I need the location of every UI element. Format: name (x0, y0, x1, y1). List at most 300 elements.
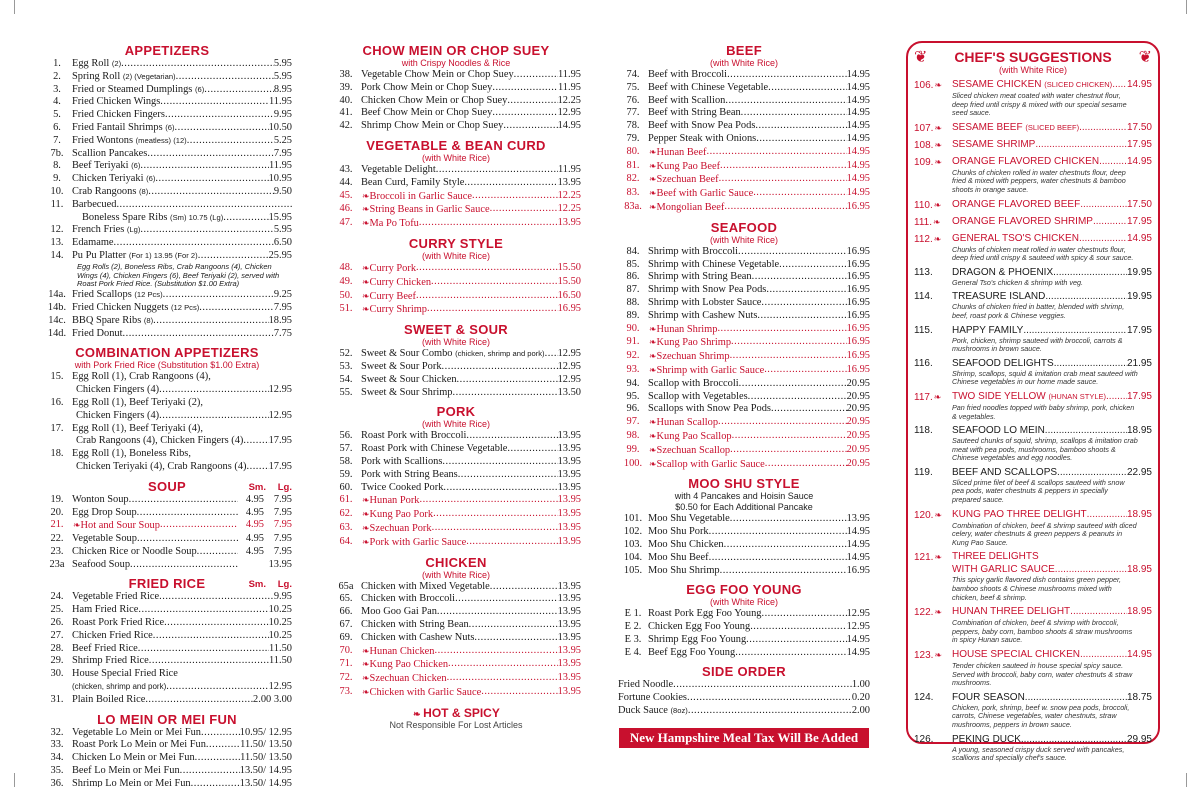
item-name (361, 619, 469, 632)
item-name (361, 430, 466, 443)
leader-dots (149, 655, 269, 668)
item-name-text: Beef with Garlic Sauce (656, 188, 754, 200)
item-name (648, 187, 753, 201)
item-number: 78. (626, 120, 640, 132)
leader-dots (709, 552, 847, 565)
item-name (361, 107, 492, 120)
item-price: 13.95 (557, 481, 581, 493)
leader-dots (738, 246, 847, 259)
item-name (72, 160, 140, 173)
chili-pepper-icon: ❧ (934, 122, 943, 133)
item-name (72, 765, 180, 778)
menu-item (42, 694, 292, 707)
item-name (72, 494, 129, 507)
menu-item (42, 199, 292, 212)
item-price: 16.95 (846, 309, 870, 321)
item-name-text: Moo Goo Gai Pan (361, 606, 437, 618)
leader-dots (717, 323, 846, 337)
lost-articles-note: Not Responsible For Lost Articles (389, 719, 523, 730)
item-name (648, 416, 718, 430)
item-number: 23a (49, 558, 65, 570)
leader-dots (138, 604, 268, 617)
chili-pepper-icon: ❧ (362, 304, 370, 315)
leader-dots (757, 310, 846, 323)
item-price: 12.25 (557, 94, 581, 106)
leader-dots (432, 522, 558, 536)
leader-dots (503, 120, 557, 133)
item-name-text: Szechuan Chicken (369, 673, 447, 685)
soup-title (42, 479, 292, 494)
item-description: General Tso's chicken & shrimp with veg. (952, 277, 1083, 287)
item-price: 12.95 (557, 107, 581, 119)
item-price: 17.95 (1126, 324, 1152, 336)
item-number: 91. (626, 336, 640, 348)
item-description: Shrimp, scallops, squid & imitation crab meat sauteed with Chinese vegetables in our home made sauce. (952, 368, 1138, 387)
item-name (952, 551, 1039, 564)
item-name-text: Vegetable Fried Rice (72, 591, 160, 603)
item-price: 20.95 (846, 377, 870, 389)
chili-pepper-icon: ❧ (934, 552, 943, 563)
leader-dots (436, 164, 558, 177)
item-name-text: Kung Pao Beef (656, 160, 721, 172)
item-number: 89. (626, 309, 640, 321)
item-price: 16.95 (846, 271, 870, 283)
menu-item (42, 559, 292, 572)
leader-dots (545, 348, 558, 361)
item-description: This spicy garlic flavored dish contains green pepper, bamboo shoots & Chinese mushrooms mixed with chicken, beef & shrimp. (952, 575, 1121, 602)
item-number: 105. (623, 564, 643, 576)
item-name-text: TWO SIDE YELLOW (952, 390, 1046, 402)
item-name (72, 681, 166, 694)
item-name-text: Kung Pao Shrimp (656, 337, 732, 349)
menu-item (618, 187, 870, 201)
item-name (361, 262, 416, 276)
item-name (72, 315, 153, 328)
item-name (72, 109, 165, 122)
item-number: 95. (626, 390, 640, 402)
item-price: 20.95 (846, 429, 870, 441)
item-price: 11.50/ 13.50 (240, 739, 292, 751)
item-name: Egg Roll (1), Boneless Ribs, (72, 448, 191, 460)
section-subtitle: (with White Rice) (709, 58, 778, 68)
leader-dots (1087, 509, 1127, 522)
item-name-text: Pu Pu Platter (72, 249, 127, 261)
item-price: 14.95 (846, 81, 870, 93)
item-price: 16.50 (557, 289, 581, 301)
item-number-text: 120. (914, 509, 934, 521)
item-price: 14.95 (1126, 232, 1152, 244)
item-name (361, 686, 481, 700)
leader-dots (727, 69, 847, 82)
item-name (648, 430, 732, 444)
menu-item (618, 173, 870, 187)
item-name-text: Sweet & Sour Pork (361, 360, 442, 372)
menu-item (42, 617, 292, 630)
item-name (361, 456, 442, 469)
item-price: 13.50/ 14.95 (239, 777, 292, 787)
item-number: 17. (50, 422, 64, 434)
small-header: Sm. (248, 579, 266, 591)
item-name (72, 604, 138, 617)
item-name-text: Roast Pork with Broccoli (361, 430, 467, 442)
item-name-text: Beef with Broccoli (648, 69, 728, 80)
item-number: 73. (339, 685, 353, 697)
item-note: (SLICED CHICKEN) (1044, 80, 1113, 89)
item-name (361, 658, 448, 672)
item-number: 31. (50, 693, 64, 705)
item-number: 29. (50, 655, 64, 667)
item-name (648, 552, 709, 565)
item-number: 62. (339, 508, 353, 520)
item-name-text: SESAME CHICKEN (952, 79, 1042, 90)
item-name-text: TREASURE ISLAND (952, 291, 1046, 303)
item-number: 76. (626, 94, 640, 106)
item-number-text: 107. (914, 122, 934, 134)
item-price: 25.95 (268, 249, 292, 261)
item-name-text: Chicken with Garlic Sauce (369, 686, 482, 698)
chili-pepper-icon: ❧ (649, 188, 657, 199)
menu-item (42, 604, 292, 617)
item-note: (6) (194, 84, 205, 94)
menu-item (331, 361, 581, 374)
item-note: (2) (111, 59, 122, 68)
item-name (648, 173, 719, 187)
item-name (648, 403, 771, 416)
menu-item (331, 387, 581, 400)
item-name (618, 705, 688, 718)
chili-pepper-icon: ❧ (362, 218, 370, 229)
size-headers (240, 577, 292, 592)
leader-dots (243, 435, 268, 448)
item-name (648, 82, 768, 95)
item-name (72, 212, 223, 225)
leader-dots (472, 190, 558, 204)
leader-dots (731, 336, 847, 350)
item-name-text: THREE DELIGHTS (952, 551, 1039, 563)
menu-item (618, 391, 870, 404)
item-price: 17.95 (268, 435, 292, 447)
leader-dots (427, 303, 558, 317)
item-number: 56. (339, 430, 353, 442)
chili-pepper-icon: ❧ (649, 337, 657, 348)
item-name-text: Fried Chicken Fingers (72, 109, 165, 121)
item-number: 55. (339, 386, 353, 398)
item-price: 10.95/ 12.95 (239, 726, 292, 738)
item-name (361, 482, 443, 495)
item-number (914, 391, 952, 404)
item-price: 20.95 (846, 443, 870, 455)
item-name (72, 289, 163, 302)
item-number-text: 123. (914, 650, 934, 661)
section-subtitle: (with White Rice) (421, 569, 490, 580)
item-name-text: Wonton Soup (72, 493, 129, 505)
item-number: 100. (623, 457, 643, 469)
item-number: 7. (53, 134, 61, 146)
item-price: 14.95 (846, 526, 870, 538)
leader-dots (673, 679, 852, 692)
item-number: 86. (626, 271, 640, 283)
menu-item (331, 606, 581, 619)
item-name-text: Chicken with Cashew Nuts (361, 631, 475, 643)
menu-item (618, 565, 870, 578)
chef-item (914, 139, 1152, 152)
item-price: 1.00 (851, 679, 870, 691)
item-name-text: Beef Teriyaki (72, 160, 129, 172)
item-name-text: Fried Chicken Nuggets (72, 301, 169, 313)
item-number: 21. (50, 519, 64, 531)
item-number (914, 692, 952, 704)
item-number (914, 734, 952, 746)
menu-item (618, 416, 870, 430)
leader-dots (724, 539, 847, 552)
item-name-text: Shrimp Egg Foo Young (648, 633, 747, 645)
item-number: 60. (339, 481, 353, 493)
leader-dots (765, 458, 847, 472)
chili-pepper-icon: ❧ (362, 262, 370, 273)
chili-pepper-icon: ❧ (362, 190, 370, 201)
item-name-text: Shrimp with Garlic Sauce (656, 364, 765, 376)
menu-item (331, 632, 581, 645)
item-price: 11.50 (269, 642, 292, 654)
chili-pepper-icon: ❧ (649, 174, 657, 185)
menu-item (42, 643, 292, 656)
leader-dots (223, 212, 268, 225)
item-description: Chicken, pork, shrimp, beef w. snow pea pods, broccoli, carrots, Chinese vegetables, water chestnuts, straw mushrooms, peppers in brown sauce. (952, 702, 1130, 729)
item-price: 5.95 (273, 58, 292, 69)
item-price: 5.95 (273, 70, 292, 82)
large-price: 7.95 (273, 545, 292, 557)
leader-dots (455, 593, 558, 606)
item-name-text: Fried or Steamed Dumplings (72, 83, 193, 95)
leader-dots (1079, 233, 1127, 246)
chef-item (914, 233, 1152, 246)
item-name (648, 364, 764, 378)
large-price: 7.95 (273, 519, 292, 531)
item-name (648, 634, 746, 647)
item-name (361, 508, 433, 522)
item-price: 11.95 (558, 163, 581, 175)
item-number: 43. (339, 163, 353, 175)
item-name (361, 522, 432, 536)
item-name-text: Sweet & Sour Combo (361, 348, 453, 360)
menu-item (42, 668, 292, 681)
menu-item (42, 765, 292, 778)
item-number: E 2. (624, 621, 642, 633)
item-name-text: Boneless Spare Ribs (82, 211, 168, 223)
menu-item (618, 458, 870, 472)
item-number: 35. (50, 765, 64, 777)
item-note: (2) (Vegetarian) (122, 71, 176, 81)
item-name (361, 290, 416, 304)
item-name (648, 69, 727, 82)
item-number: 72. (339, 672, 353, 684)
leader-dots (514, 69, 558, 82)
item-price: 13.95 (557, 593, 581, 605)
chef-item (914, 551, 1152, 564)
item-number: 14d. (47, 327, 67, 339)
item-number: 70. (339, 644, 353, 656)
menu-item (42, 533, 292, 546)
egg-foo-young-title: EGG FOO YOUNG (686, 582, 802, 598)
item-name (361, 672, 447, 686)
item-name-text: Egg Drop Soup (72, 506, 137, 518)
item-number: 90. (626, 322, 640, 334)
section-subtitle: with 4 Pancakes and Hoisin Sauce (674, 491, 814, 502)
item-price: 14.95 (1126, 79, 1152, 90)
chef-item (914, 509, 1152, 522)
chili-pepper-icon: ❧ (362, 276, 370, 287)
item-name (72, 96, 160, 109)
item-number: 40. (339, 94, 353, 106)
item-name-text: (chicken, shrimp and pork) (72, 682, 167, 692)
menu-item (42, 727, 292, 740)
item-note: (meatless) (12) (135, 135, 187, 145)
item-price: 13.95 (557, 468, 581, 480)
side-order-title: SIDE ORDER (702, 664, 786, 680)
item-price: 13.95 (557, 644, 581, 656)
menu-item (42, 423, 292, 436)
item-price: 13.95 (557, 455, 581, 467)
item-price: 18.95 (1126, 508, 1152, 520)
item-name (361, 494, 419, 508)
item-number: 79. (626, 132, 640, 144)
chef-item (914, 199, 1152, 212)
item-price: 17.95 (1126, 390, 1152, 402)
menu-item (331, 348, 581, 361)
menu-item (618, 692, 870, 705)
leader-dots (159, 591, 274, 604)
item-name (648, 621, 750, 634)
size-headers (240, 480, 292, 495)
item-price: 13.95 (557, 535, 581, 547)
chili-pepper-icon: ❧ (649, 351, 657, 362)
item-number: 39. (339, 81, 353, 93)
leader-dots (195, 752, 240, 765)
menu-item (331, 508, 581, 522)
item-number: 51. (339, 303, 353, 315)
menu-item (42, 507, 292, 520)
combination-title: COMBINATION APPETIZERS (75, 345, 259, 361)
platter-note: Egg Rolls (2), Boneless Ribs, Crab Rangoons (4), Chicken Wings (4), Chicken Fingers (6), Beef Teriyaki (2), served with Roast Pork Fried Rice. (Substitution $1.00 Extra) (77, 261, 280, 289)
item-number (914, 139, 952, 152)
item-number: 8. (53, 160, 61, 172)
large-header: Lg. (277, 481, 292, 493)
item-name-text: Duck Sauce (618, 705, 668, 717)
item-name (361, 217, 419, 231)
item-name-text: Curry Pork (369, 262, 417, 274)
leader-dots (448, 658, 558, 672)
item-name-text: Moo Shu Beef (648, 551, 709, 563)
leader-dots (466, 430, 557, 443)
item-name (72, 71, 176, 84)
leader-dots (140, 224, 273, 237)
item-number: 75. (626, 81, 640, 93)
item-number: 7b. (50, 147, 64, 159)
item-name-text: Kung Pao Scallop (656, 430, 732, 442)
item-name (361, 632, 474, 645)
menu-item (331, 619, 581, 632)
item-name-text: Roast Pork Egg Foo Young (648, 608, 762, 620)
item-note: (For 1) 13.95 (For 2) (128, 250, 198, 260)
chef-subtitle: (with White Rice) (998, 65, 1067, 75)
item-description: Tender chicken sauteed in house special spicy sauce. Served with broccoli, baby corn, water chestnuts & straw mushrooms. (952, 661, 1133, 688)
small-price: 4.95 (245, 545, 264, 557)
section-subtitle: with Crispy Noodles & Rice (401, 58, 511, 68)
menu-item (618, 378, 870, 391)
item-price: 13.95 (557, 217, 581, 229)
item-price: 14.95 (846, 159, 870, 171)
item-note: (12 Pcs) (134, 290, 163, 300)
section-subtitle: (with White Rice) (421, 419, 490, 430)
item-name-text: Shrimp with Cashew Nuts (648, 309, 758, 321)
item-number: 49. (339, 275, 353, 287)
item-name (72, 237, 114, 250)
item-price: 16.95 (846, 350, 870, 362)
item-name (648, 95, 725, 108)
leader-dots (779, 259, 846, 272)
leader-dots (1053, 267, 1127, 279)
item-number: 104. (623, 551, 643, 563)
pork-title: PORK (436, 404, 476, 420)
menu-item (42, 289, 292, 302)
menu-item (42, 681, 292, 694)
leader-dots (761, 608, 846, 621)
item-price: 13.95 (557, 672, 581, 684)
item-price: 18.95 (268, 314, 292, 326)
menu-item (331, 645, 581, 659)
item-number-text: 117. (914, 391, 933, 403)
item-number: 20. (50, 506, 64, 518)
item-name-text: DRAGON & PHOENIX (952, 266, 1054, 278)
leader-dots (706, 146, 846, 160)
leader-dots (434, 645, 557, 659)
menu-item (618, 271, 870, 284)
menu-item (618, 444, 870, 458)
item-number: 63. (339, 521, 353, 533)
item-number: E 3. (624, 633, 642, 645)
chili-pepper-icon: ❧ (362, 673, 370, 684)
menu-item (42, 630, 292, 643)
item-price: 14.95 (846, 633, 870, 645)
item-price: 20.95 (846, 403, 870, 415)
item-name (72, 591, 159, 604)
item-price: 9.95 (273, 109, 292, 121)
item-price: 18.95 (1126, 425, 1152, 437)
veg-title: VEGETABLE & BEAN CURD (366, 137, 546, 153)
menu-item (618, 350, 870, 364)
leader-dots (419, 494, 557, 508)
item-name-text: Szechuan Pork (369, 522, 432, 534)
item-name-text: Broccoli in Garlic Sauce (369, 190, 472, 202)
item-price: 10.25 (268, 629, 292, 641)
item-number: E 1. (624, 608, 642, 620)
menu-item (42, 739, 292, 752)
item-number: 23. (50, 545, 64, 557)
item-price: 17.50 (1126, 121, 1152, 133)
item-name (72, 739, 206, 752)
item-name-text: Chicken Chow Mein or Chop Suey (361, 94, 508, 106)
item-name (72, 507, 137, 520)
chili-pepper-icon: ❧ (362, 522, 370, 533)
item-name (72, 84, 204, 97)
item-number (914, 79, 952, 92)
menu-item (618, 430, 870, 444)
item-price: 12.95 (557, 348, 581, 360)
item-name (648, 336, 731, 350)
chow-mein-title: CHOW MEIN OR CHOP SUEY (362, 43, 550, 58)
floral-ornament-icon: ❦ (914, 49, 928, 66)
item-price: 14.95 (846, 646, 870, 658)
